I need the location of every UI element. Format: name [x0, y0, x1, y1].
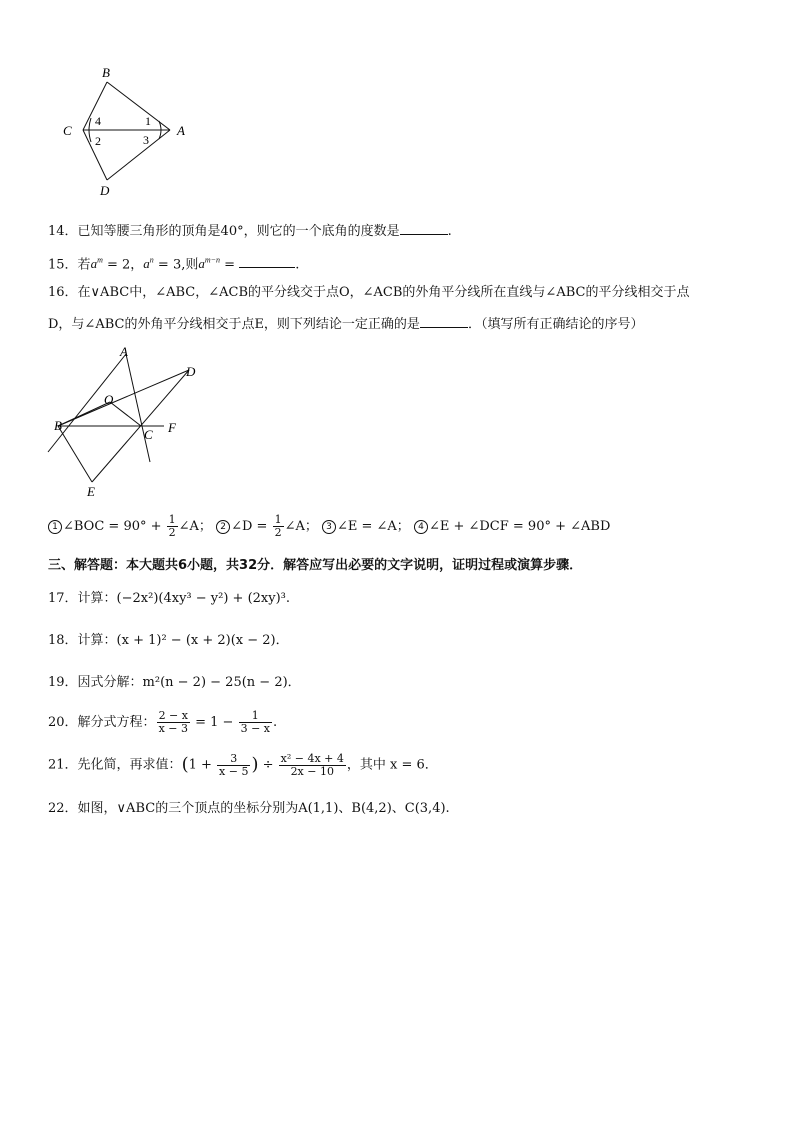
- circle-number: 2: [216, 520, 230, 534]
- answer-blank: [420, 315, 468, 328]
- label-B: B: [54, 418, 62, 433]
- circle-number: 1: [48, 520, 62, 534]
- circle-number: 4: [414, 520, 428, 534]
- question-16-line2: D，与∠ABC的外角平分线相交于点E，则下列结论一定正确的是 ．（填写所有正确结论的序号）: [48, 317, 644, 332]
- label-A: A: [177, 123, 185, 138]
- question-20: 20．解分式方程： $\frac{2 - x}{x - 3}$ = 1 − $\frac{1}{3 - x}$ .: [48, 709, 278, 735]
- angle-3: 3: [143, 133, 149, 147]
- q16-options: 1 ∠BOC = 90° + $\frac{1}{2}$ ∠A； 2 ∠D = $\frac{1}{2}$ ∠A； 3 ∠E = ∠A； 4 ∠E + ∠DCF = 90° + ∠ABD: [48, 514, 610, 539]
- question-17: 17．计算：(−2x²)(4xy³ − y²) + (2xy)³.: [48, 591, 291, 606]
- label-E: E: [87, 484, 95, 499]
- question-22: 22．如图，∨ABC的三个顶点的坐标分别为A(1,1)、B(4,2)、C(3,4).: [48, 801, 450, 816]
- kite-figure: [55, 60, 195, 200]
- answer-blank: [400, 222, 448, 235]
- question-16-line1: 16．在∨ABC中，∠ABC，∠ACB的平分线交于点O，∠ACB的外角平分线所在直线与∠ABC的平分线相交于点: [48, 285, 690, 300]
- question-14: 14．已知等腰三角形的顶角是40°，则它的一个底角的度数是 .: [48, 224, 452, 239]
- label-A: A: [120, 344, 128, 359]
- angle-4: 4: [95, 114, 101, 128]
- label-D: D: [186, 364, 196, 379]
- fraction: $\frac{1}{3 - x}$: [240, 709, 270, 735]
- angle-1: 1: [145, 114, 151, 128]
- section-heading: 三、解答题：本大题共6小题，共32分．解答应写出必要的文字说明，证明过程或演算步骤．: [48, 558, 583, 573]
- fraction: $\frac{1}{2}$: [274, 513, 282, 539]
- label-D: D: [100, 183, 110, 198]
- fraction: $\frac{1}{2}$: [168, 513, 176, 539]
- label-F: F: [168, 420, 176, 435]
- fraction: $\frac{2 - x}{x - 3}$: [158, 709, 188, 735]
- angle-2: 2: [95, 134, 101, 148]
- label-C: C: [144, 427, 153, 442]
- fraction: $\frac{\text{x² − 4x + 4}}{2x - 10}$: [280, 751, 344, 778]
- circle-number: 3: [322, 520, 336, 534]
- question-18: 18．计算：(x + 1)² − (x + 2)(x − 2)．: [48, 633, 289, 648]
- triangle-bisector-figure: [44, 340, 214, 500]
- question-19: 19．因式分解：m²(n − 2) − 25(n − 2)．: [48, 675, 301, 690]
- answer-blank: [239, 255, 295, 268]
- label-C: C: [63, 123, 72, 138]
- fraction: $\frac{3}{x - 5}$: [219, 751, 249, 778]
- question-15: 15．若$a^m = 2$，$a^n = 3$,则$a^{m-n}$ = .: [48, 256, 300, 273]
- label-O: O: [104, 392, 114, 407]
- question-21: 21．先化简，再求值：(1 + $\frac{3}{x - 5}$ ) ÷ $\frac{\text{x² − 4x + 4}}{2x - 10}$ ，其中 x = 6．: [48, 751, 438, 778]
- label-B: B: [102, 65, 110, 80]
